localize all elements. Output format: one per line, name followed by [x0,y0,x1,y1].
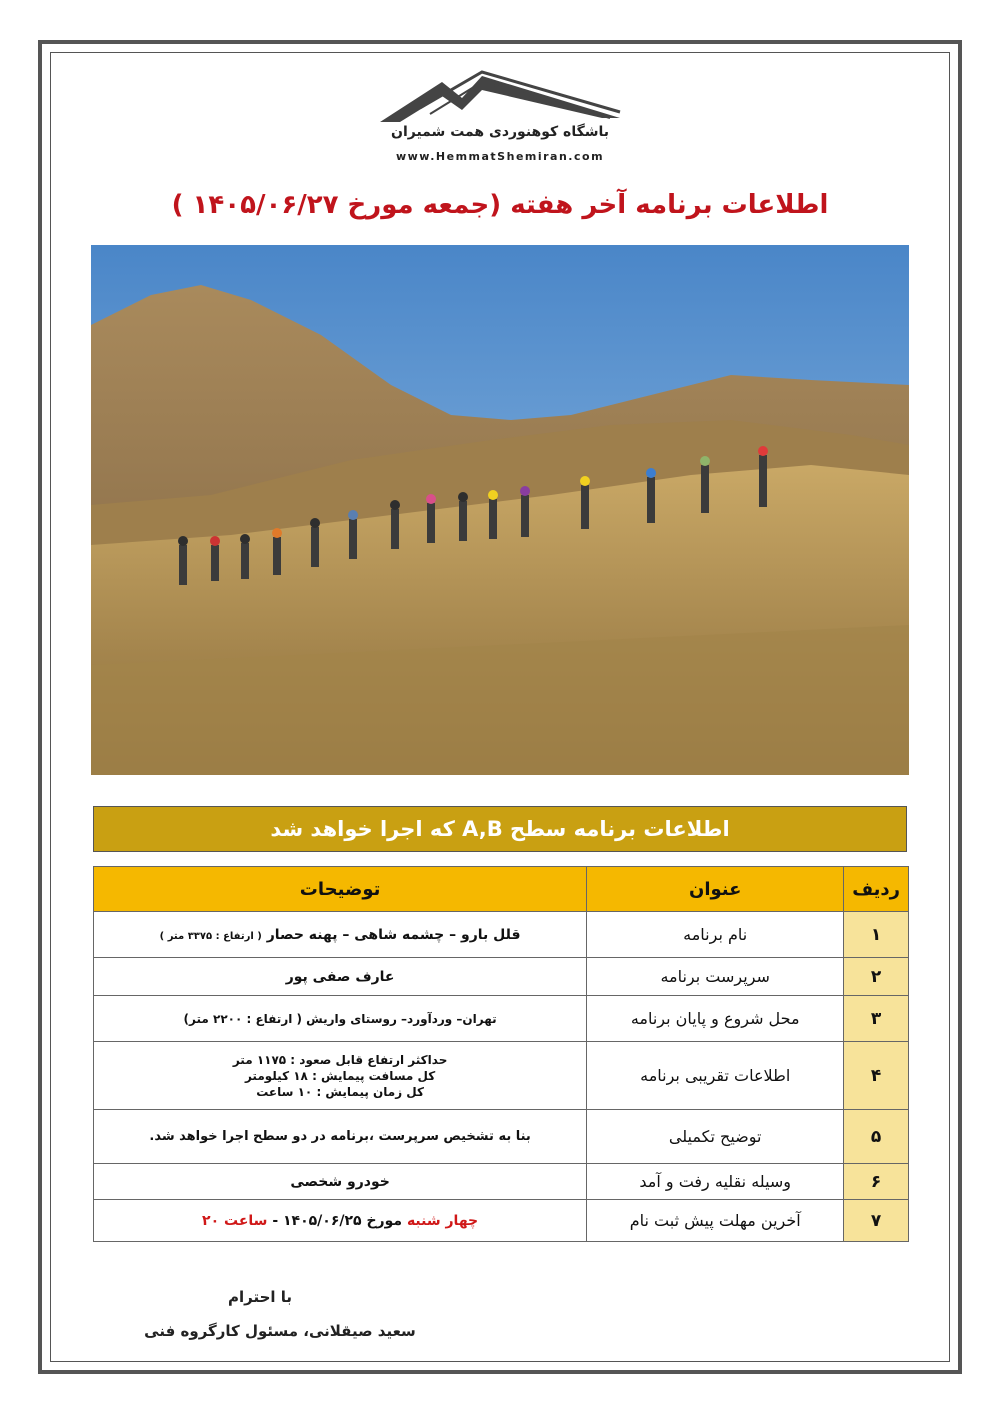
closing-regards: با احترام [227,1288,293,1306]
hikers-photo [91,245,909,775]
row-title: آخرین مهلت پیش ثبت نام [587,1200,844,1242]
section-banner: اطلاعات برنامه سطح A,B که اجرا خواهد شد [93,806,907,852]
program-name: قلل بارو – چشمه شاهی – پهنه حصار [266,926,521,943]
club-logo [370,68,630,178]
row-number: ۶ [844,1164,909,1200]
row-number: ۷ [844,1200,909,1242]
row-description: تهران– وردآورد– روستای واریش ( ارتفاع : ۲۲۰۰ متر) [94,996,587,1042]
program-altitude-note: ( ارتفاع : ۳۳۷۵ متر ) [159,930,262,942]
row-description [94,912,587,958]
table-row [94,1110,909,1164]
row-title: نام برنامه [587,912,844,958]
signer-name: سعید صیقلانی، مسئول کارگروه فنی [144,1322,416,1340]
deadline-date: مورخ ۱۴۰۵/۰۶/۲۵ - [272,1212,403,1229]
row-description: خودرو شخصی [94,1164,587,1200]
header-description: توضیحات [94,867,587,912]
table-row [94,912,909,958]
row-number: ۱ [844,912,909,958]
header-row-number: ردیف [844,867,909,912]
row-description: عارف صفی پور [94,958,587,996]
row-description: بنا به تشخیص سرپرست ،برنامه در دو سطح اجرا خواهد شد. [94,1110,587,1164]
club-name: باشگاه کوهنوردی همت شمیران [391,124,609,140]
table-row [94,996,909,1042]
row-number: ۵ [844,1110,909,1164]
table-row [94,1042,909,1110]
row-title: وسیله نقلیه رفت و آمد [587,1164,844,1200]
row-description [94,1042,587,1110]
row-number: ۲ [844,958,909,996]
header-title: عنوان [587,867,844,912]
deadline-day: چهار شنبه [406,1212,479,1229]
page-title: اطلاعات برنامه آخر هفته (جمعه مورخ ۱۴۰۵/۰۶/۲۷ ) [171,190,829,220]
deadline-time: ساعت ۲۰ [202,1212,268,1229]
table-row [94,1200,909,1242]
mountain-hikers-image [91,245,909,775]
row-number: ۴ [844,1042,909,1110]
row-title: محل شروع و پایان برنامه [587,996,844,1042]
row-title: سرپرست برنامه [587,958,844,996]
table-header-row [94,867,909,912]
row-title: توضیح تکمیلی [587,1110,844,1164]
program-info-table [93,866,909,1242]
table-row [94,1164,909,1200]
table-row [94,958,909,996]
duration-line: کل زمان پیمایش : ۱۰ ساعت [256,1084,424,1099]
row-description [94,1200,587,1242]
row-number: ۳ [844,996,909,1042]
mountain-logo-icon [370,68,630,128]
row-title: اطلاعات تقریبی برنامه [587,1042,844,1110]
club-website: www.HemmatShemiran.com [395,150,605,163]
distance-line: کل مسافت پیمایش : ۱۸ کیلومتر [244,1068,436,1083]
max-altitude-line: حداکثر ارتفاع قابل صعود : ۱۱۷۵ متر [232,1052,448,1067]
